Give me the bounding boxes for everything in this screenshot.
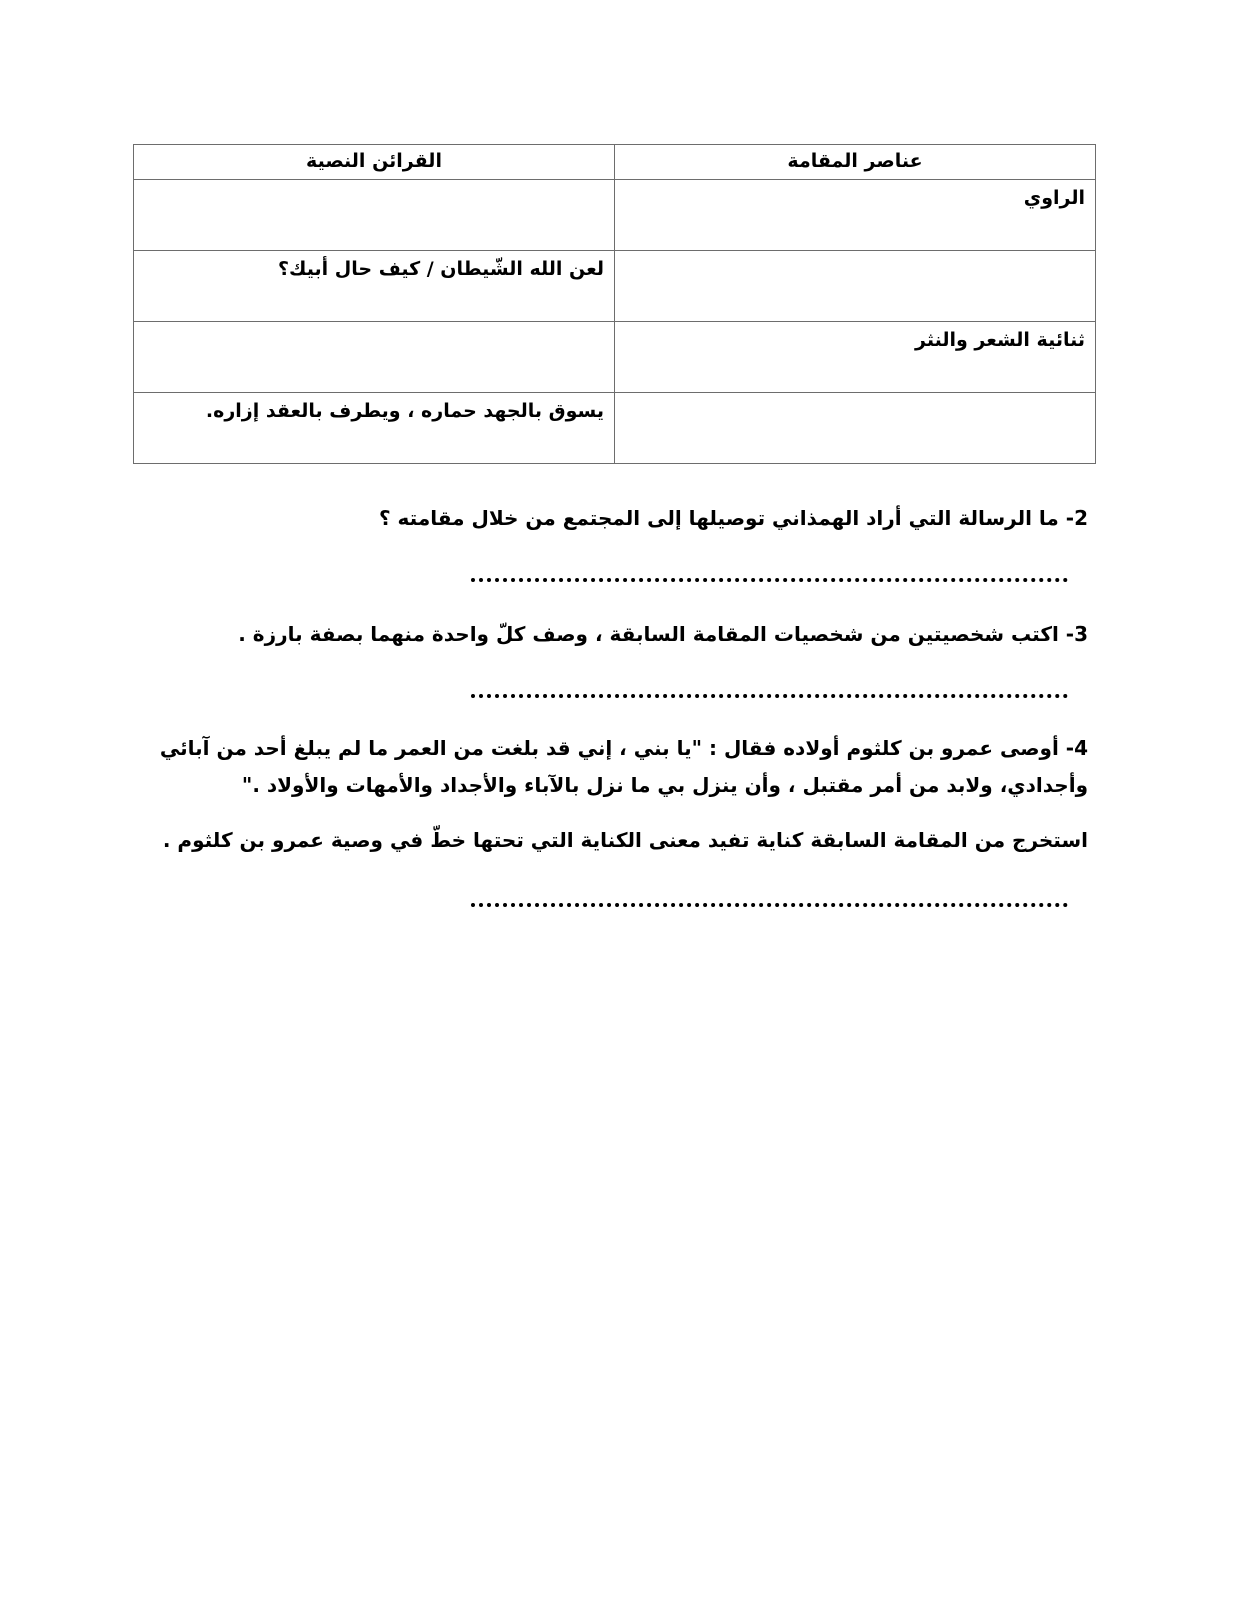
element-cell[interactable]: ثنائية الشعر والنثر	[615, 322, 1096, 393]
table-row	[134, 180, 1096, 251]
evidence-cell[interactable]	[134, 180, 615, 251]
question-4-task: استخرج من المقامة السابقة كناية تفيد معنى الكناية التي تحتها خطّ في وصية عمرو بن كلثوم .	[162, 828, 1088, 852]
question-2: 2- ما الرسالة التي أراد الهمذاني توصيلها إلى المجتمع من خلال مقامته ؟	[378, 506, 1088, 530]
question-4-line-2: وأجدادي، ولابد من أمر مقتبل ، وأن ينزل بي ما نزل بالآباء والأجداد والأمهات والأولاد ."	[241, 773, 1088, 797]
table-row	[134, 251, 1096, 322]
table-row	[134, 393, 1096, 464]
answer-line-q3[interactable]	[471, 694, 1068, 698]
maqama-elements-table	[133, 144, 1096, 464]
answer-line-q4[interactable]	[471, 903, 1068, 907]
answer-line-q2[interactable]	[471, 578, 1068, 582]
question-3: 3- اكتب شخصيتين من شخصيات المقامة السابقة ، وصف كلّ واحدة منهما بصفة بارزة .	[238, 622, 1088, 646]
element-cell[interactable]: الراوي	[615, 180, 1096, 251]
header-evidence: القرائن النصية	[134, 145, 615, 180]
header-elements: عناصر المقامة	[615, 145, 1096, 180]
evidence-cell[interactable]	[134, 322, 615, 393]
evidence-cell[interactable]: لعن الله الشّيطان / كيف حال أبيك؟	[134, 251, 615, 322]
element-cell[interactable]	[615, 251, 1096, 322]
table-row	[134, 322, 1096, 393]
table-header-row	[134, 145, 1096, 180]
question-4-line-1: 4- أوصى عمرو بن كلثوم أولاده فقال : "يا بني ، إني قد بلغت من العمر ما لم يبلغ أحد من آبائي	[159, 736, 1088, 760]
element-cell[interactable]	[615, 393, 1096, 464]
evidence-cell[interactable]: يسوق بالجهد حماره ، ويطرف بالعقد إزاره.	[134, 393, 615, 464]
